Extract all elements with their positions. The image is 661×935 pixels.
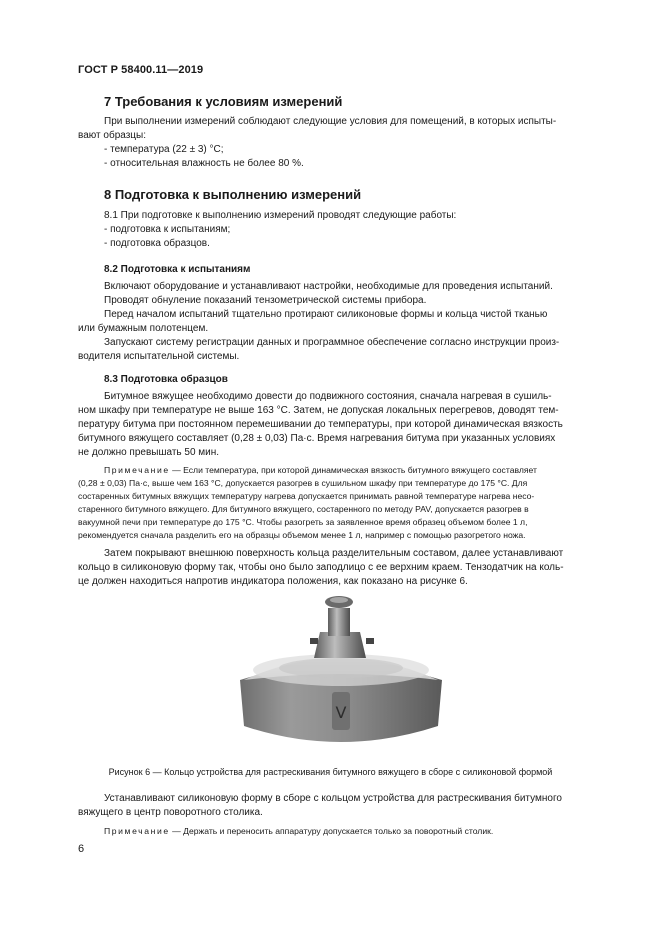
section-7-intro-line1: При выполнении измерений соблюдают следующие условия для помещений, в которых испыты- <box>104 116 557 127</box>
section-7-item: - температура (22 ± 3) °С; <box>104 144 224 155</box>
section-7-intro-line2: вают образцы: <box>78 130 146 141</box>
position-indicator-marker: V <box>335 703 347 722</box>
subsection-8-3-text: кольцо в силиконовую форму так, чтобы оно было заподлицо с ее верхним краем. Тензодатчик на коль- <box>78 562 564 573</box>
note-label: Примечание <box>104 465 170 475</box>
subsection-8-3-text: це должен находиться напротив индикатора положения, как показано на рисунке 6. <box>78 576 468 587</box>
note-1-line: рекомендуется сначала разделить его на образцы объемом менее 1 л, например с помощью разогретого ножа. <box>78 530 526 540</box>
subsection-8-3-text: пературу битума при постоянном перемешивании до температуры, при которой динамическая вязкость <box>78 419 563 430</box>
sensor-post <box>328 608 350 636</box>
note-2-text: — Держать и переносить аппаратуру допускается только за поворотный столик. <box>169 826 494 836</box>
subsection-8-2-text: водителя испытательной системы. <box>78 351 240 362</box>
note-1-line <box>104 465 537 475</box>
section-8-item: - подготовка к испытаниям; <box>104 224 231 235</box>
subsection-8-3-text: ном шкафу при температуре не выше 163 °С. Затем, не допуская локальных перегревов, доводят тем- <box>78 405 559 416</box>
section-8-title: 8 Подготовка к выполнению измерений <box>104 187 362 202</box>
subsection-8-2-text: Запускают систему регистрации данных и программное обеспечение согласно инструкции произ- <box>104 337 560 348</box>
paragraph-text: вяжущего в центр поворотного столика. <box>78 807 263 818</box>
section-8-item: - подготовка образцов. <box>104 238 210 249</box>
paragraph-text: Устанавливают силиконовую форму в сборе с кольцом устройства для растрескивания битумного <box>104 793 562 804</box>
note-label: Примечание <box>104 826 170 836</box>
section-7-item: - относительная влажность не более 80 %. <box>104 158 304 169</box>
subsection-8-3-text: Битумное вяжущее необходимо довести до подвижного состояния, сначала нагревая в сушиль- <box>104 391 552 402</box>
subsection-8-2-title: 8.2 Подготовка к испытаниям <box>104 264 251 275</box>
document-header: ГОСТ Р 58400.11—2019 <box>78 64 204 76</box>
subsection-8-2-text: Проводят обнуление показаний тензометрической системы прибора. <box>104 295 427 306</box>
note-1-line: состаренных битумных вяжущих температуру нагрева допускается принимать равной температуре нагрева несо- <box>78 491 535 501</box>
note-1-line: старенного битумного вяжущего. Для битумного вяжущего, состаренного по методу PAV, допускается разогрев в <box>78 504 529 514</box>
subsection-8-2-text: Включают оборудование и устанавливают настройки, необходимые для проведения испытаний. <box>104 281 553 292</box>
paragraph-8-1: 8.1 При подготовке к выполнению измерений проводят следующие работы: <box>104 210 457 221</box>
subsection-8-3-text: не должно превышать 50 мин. <box>78 447 220 458</box>
section-7-title: 7 Требования к условиям измерений <box>104 94 343 109</box>
subsection-8-2-text: Перед началом испытаний тщательно протирают силиконовые формы и кольца чистой тканью <box>104 309 548 320</box>
note-1-line: (0,28 ± 0,03) Па·с, выше чем 163 °С, допускается разогрев в сушильном шкафу при температуре до 175 °С. Для <box>78 478 528 488</box>
figure-6-caption: Рисунок 6 — Кольцо устройства для растрескивания битумного вяжущего в сборе с силиконовой формой <box>108 767 553 777</box>
subsection-8-3-text: битумного вяжущего составляет (0,28 ± 0,03) Па·с. Время нагревания битума при указанных условиях <box>78 433 556 444</box>
subsection-8-3-title: 8.3 Подготовка образцов <box>104 374 228 385</box>
note-2-line <box>104 826 493 836</box>
page-number: 6 <box>78 843 85 855</box>
figure-6-ring-device-image <box>220 588 460 758</box>
note-1-line: вакуумной печи при температуре до 175 °С. Чтобы разогреть за заявленное время образец объемом более 1 л, <box>78 517 528 527</box>
subsection-8-3-text: Затем покрывают внешнюю поверхность кольца разделительным составом, далее устанавливают <box>104 548 564 559</box>
subsection-8-2-text: или бумажным полотенцем. <box>78 323 209 334</box>
note-1-text: — Если температура, при которой динамическая вязкость битумного вяжущего составляет <box>169 465 537 475</box>
